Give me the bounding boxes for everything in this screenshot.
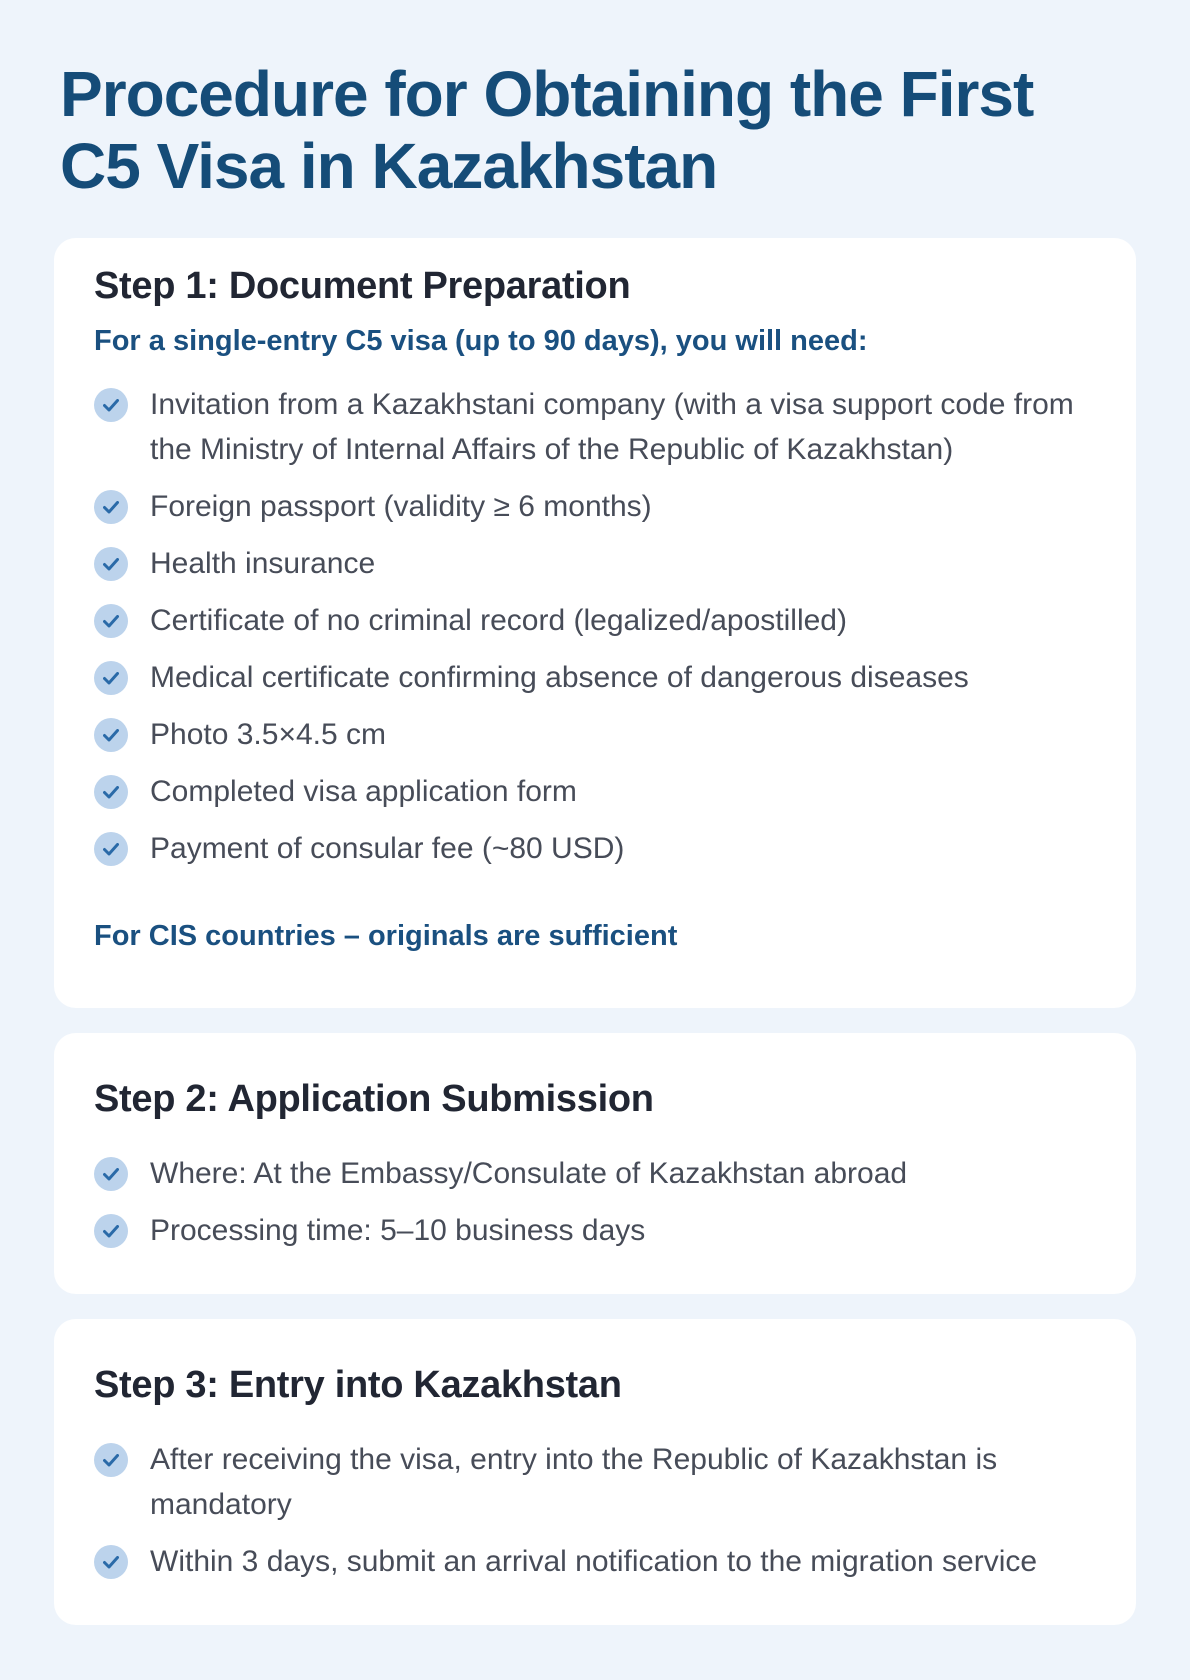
check-circle-icon (94, 718, 128, 752)
list-item-text: Certificate of no criminal record (legalized/apostilled) (150, 604, 847, 637)
list-item (94, 484, 1096, 529)
check-circle-icon (94, 1545, 128, 1579)
step-1-card (54, 238, 1136, 1008)
list-item-text: Photo 3.5×4.5 cm (150, 718, 386, 751)
check-circle-icon (94, 1157, 128, 1191)
check-circle-icon (94, 661, 128, 695)
list-item-text: Completed visa application form (150, 775, 577, 808)
list-item-text: Within 3 days, submit an arrival notification to the migration service (150, 1545, 1038, 1578)
list-item-text: Foreign passport (validity ≥ 6 months) (150, 490, 652, 523)
list-item-text: Medical certificate confirming absence of dangerous diseases (150, 661, 969, 694)
list-item (94, 1151, 1096, 1196)
list-item (94, 769, 1096, 814)
list-item (94, 655, 1096, 700)
check-circle-icon (94, 775, 128, 809)
list-item (94, 541, 1096, 586)
step-2-list (94, 1151, 1096, 1265)
step-3-card (54, 1319, 1136, 1625)
list-item-text: Health insurance (150, 547, 376, 580)
list-item (94, 382, 1096, 472)
list-item-text: Payment of consular fee (~80 USD) (150, 832, 625, 865)
check-circle-icon (94, 388, 128, 422)
list-item-text: Invitation from a Kazakhstani company (with a visa support code from the Ministry of Internal Affairs of the Republic of Kazakhstan) (150, 388, 1074, 466)
list-item-text: Processing time: 5–10 business days (150, 1214, 646, 1247)
step-1-subtitle: For a single-entry C5 visa (up to 90 days), you will need: (94, 325, 868, 357)
list-item (94, 712, 1096, 757)
list-item (94, 826, 1096, 871)
check-circle-icon (94, 832, 128, 866)
list-item (94, 1437, 1096, 1527)
step-2-card (54, 1033, 1136, 1294)
list-item (94, 598, 1096, 643)
step-2-title: Step 2: Application Submission (94, 1078, 654, 1120)
list-item (94, 1208, 1096, 1253)
check-circle-icon (94, 547, 128, 581)
check-circle-icon (94, 1443, 128, 1477)
step-3-title: Step 3: Entry into Kazakhstan (94, 1364, 622, 1406)
step-1-title: Step 1: Document Preparation (94, 265, 631, 307)
check-circle-icon (94, 490, 128, 524)
check-circle-icon (94, 1214, 128, 1248)
check-circle-icon (94, 604, 128, 638)
list-item-text: After receiving the visa, entry into the Republic of Kazakhstan is mandatory (150, 1443, 998, 1521)
list-item-text: Where: At the Embassy/Consulate of Kazakhstan abroad (150, 1157, 908, 1190)
page-title: Procedure for Obtaining the First C5 Visa in Kazakhstan (60, 58, 1034, 202)
step-1-list (94, 382, 1096, 883)
list-item (94, 1539, 1096, 1584)
step-3-list (94, 1437, 1096, 1596)
step-1-note: For CIS countries – originals are sufficient (94, 920, 678, 952)
